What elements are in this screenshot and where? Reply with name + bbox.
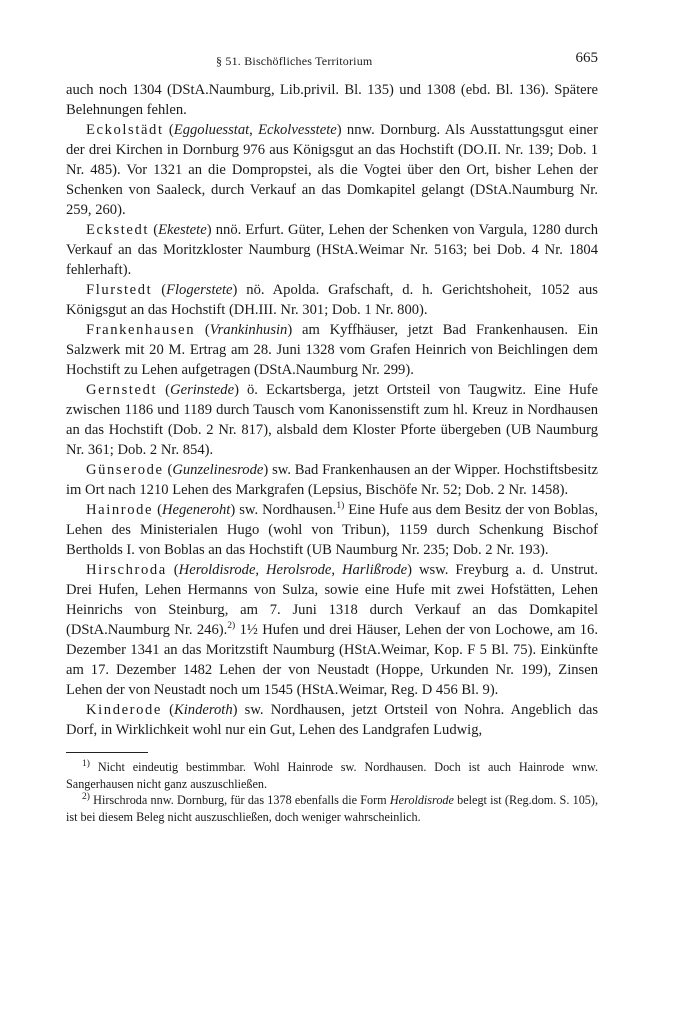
- entry-name: Kinderode: [86, 702, 162, 718]
- page-number: 665: [575, 50, 598, 66]
- entry-text: am Kyffhäuser, jetzt Bad Frankenhausen. Ein Salzwerk mit 20 M. Ertrag am 28. Juni 1328 vom Grafen Heinrich von Beichlingen dem Hochstift zu Lehen aufgetragen (DStA.Naumburg Nr. 299).: [66, 322, 599, 378]
- footnotes: [66, 759, 598, 825]
- entry-variants: Flogerstete: [166, 282, 233, 298]
- footnote-mark: 1): [82, 758, 90, 769]
- entry-variants: Kinderoth: [174, 702, 233, 718]
- entry-name: Eckstedt: [86, 222, 150, 238]
- footnote-reference: 2): [227, 621, 236, 632]
- footnote-reference: 1): [336, 501, 345, 512]
- entry-text: nö. Apolda. Grafschaft, d. h. Gerichtshoheit, 1052 aus Königsgut an das Hochstift (DH.III. Nr. 301; Dob. 1 Nr. 800).: [66, 282, 598, 318]
- footnote-1: [66, 759, 598, 792]
- footnote-2: [66, 792, 598, 825]
- entry-hainrode: Hainrode (Hegeneroht) sw. Nordhausen.$^{1)}$ Eine Hufe aus dem Besitz der von Boblas, Lehen des Ministerialen Hugo (wohl von Tribun), 1159 durch Schenkung Bischof Bertholds I. von Boblas an das Hochstift (UB Naumburg Nr. 235; Dob. 2 Nr. 193).: [66, 501, 598, 558]
- entry-name: Eckolstädt: [86, 122, 164, 138]
- running-title: § 51. Bischöfliches Territorium: [216, 54, 373, 68]
- entry-gernstedt: Gernstedt (Gerinstede) ö. Eckartsberga, jetzt Ortsteil von Taugwitz. Eine Hufe zwischen 1186 und 1189 durch Tausch vom Kanonissenstift zum hl. Kreuz in Nordhausen an das Hochstift (Dob. 2 Nr. 817), alsbald dem Kloster Pforte übergeben (UB Naumburg Nr. 361; Dob. 2 Nr. 854).: [66, 382, 598, 458]
- entry-variants: Hegeneroht: [161, 502, 231, 518]
- footnote-italic-term: Heroldisrode: [389, 793, 454, 807]
- entry-name: Hirschroda: [86, 562, 167, 578]
- book-page: [66, 50, 598, 825]
- entry-text-before-note: sw. Nordhausen.: [239, 502, 337, 518]
- entry-name: Frankenhausen: [86, 322, 196, 338]
- entry-name: Günserode: [86, 462, 164, 478]
- entry-name: Flurstedt: [86, 282, 153, 298]
- running-header: [66, 50, 598, 80]
- footnote-text: Nicht eindeutig bestimmbar. Wohl Hainrode sw. Nordhausen. Doch ist auch Hainrode wnw. Sangerhausen nicht ganz auszuschließen.: [66, 760, 599, 791]
- entry-variants: Ekestete: [158, 222, 207, 238]
- footnote-mark: 2): [82, 791, 90, 802]
- entry-text: sw. Nordhausen, jetzt Ortsteil von Nohra. Angeblich das Dorf, in Wirklichkeit wohl nur ein Gut, Lehen des Landgrafen Ludwig,: [66, 702, 598, 738]
- intro-paragraph: auch noch 1304 (DStA.Naumburg, Lib.privil. Bl. 135) und 1308 (ebd. Bl. 136). Spätere Belehnungen fehlen.: [66, 82, 598, 118]
- entry-name: Hainrode: [86, 502, 154, 518]
- entry-kinderode: Kinderode (Kinderoth) sw. Nordhausen, jetzt Ortsteil von Nohra. Angeblich das Dorf, in Wirklichkeit wohl nur ein Gut, Lehen des Landgrafen Ludwig,: [66, 702, 598, 738]
- entry-text: nnö. Erfurt. Güter, Lehen der Schenken von Vargula, 1280 durch Verkauf an das Moritzkloster Naumburg (HStA.Weimar Nr. 5163; bei Dob. 4 Nr. 1804 fehlerhaft).: [66, 222, 598, 278]
- entry-variants: Vrankinhusin: [209, 322, 288, 338]
- entry-flurstedt: Flurstedt (Flogerstete) nö. Apolda. Grafschaft, d. h. Gerichtshoheit, 1052 aus Königsgut an das Hochstift (DH.III. Nr. 301; Dob. 1 Nr. 800).: [66, 282, 598, 318]
- entry-text: ö. Eckartsberga, jetzt Ortsteil von Taugwitz. Eine Hufe zwischen 1186 und 1189 durch Tausch vom Kanonissenstift zum hl. Kreuz in Nordhausen an das Hochstift (Dob. 2 Nr. 817), alsbald dem Kloster Pforte übergeben (UB Naumburg Nr. 361; Dob. 2 Nr. 854).: [66, 382, 598, 458]
- entry-variants: Gunzelinesrode: [172, 462, 264, 478]
- entry-eckstedt: Eckstedt (Ekestete) nnö. Erfurt. Güter, Lehen der Schenken von Vargula, 1280 durch Verkauf an das Moritzkloster Naumburg (HStA.Weimar Nr. 5163; bei Dob. 4 Nr. 1804 fehlerhaft).: [66, 222, 598, 278]
- entry-eckolstaedt: Eckolstädt (Eggoluesstat, Eckolvesstete) nnw. Dornburg. Als Ausstattungsgut einer der drei Kirchen in Dornburg 976 aus Königsgut an das Hochstift (DO.II. Nr. 139; Dob. 1 Nr. 485). Vor 1321 an die Dompropstei, als die Vogtei über den Ort, bisher Lehen der Schenken von Saaleck, durch Verkauf an das Domkapitel gelangt (DStA.Naumburg Nr. 259, 260).: [66, 122, 599, 218]
- entry-variants: Heroldisrode, Herolsrode, Harlißrode: [178, 562, 408, 578]
- entry-text: 1½ Hufen und drei Häuser, Lehen der von Lochowe, am 16. Dezember 1341 an das Moritzstift Naumburg (HStA.Weimar, Kop. F 5 Bl. 75). Einkünfte am 17. Dezember 1482 Lehen der von Neustadt (Hoppe, Urkunden Nr. 199), Zinsen Lehen der von Neustadt noch um 1545 (HStA.Weimar, Reg. D 456 Bl. 9).: [66, 622, 598, 698]
- footnote-text: Hirschroda nnw. Dornburg, für das 1378 ebenfalls die Form: [93, 793, 387, 807]
- footnote-divider: [66, 752, 148, 753]
- entry-text: nnw. Dornburg. Als Ausstattungsgut einer der drei Kirchen in Dornburg 976 aus Königsgut an das Hochstift (DO.II. Nr. 139; Dob. 1 Nr. 485). Vor 1321 an die Dompropstei, als die Vogtei über den Ort, bisher Lehen der Schenken von Saaleck, durch Verkauf an das Domkapitel gelangt (DStA.Naumburg Nr. 259, 260).: [66, 122, 599, 218]
- entry-guenserode: Günserode (Gunzelinesrode) sw. Bad Frankenhausen an der Wipper. Hochstiftsbesitz im Ort nach 1210 Lehen des Markgrafen (Lepsius, Bischöfe Nr. 52; Dob. 2 Nr. 1458).: [66, 462, 598, 498]
- footnote-text-end: belegt ist (Reg.dom. S. 105), ist bei diesem Beleg nicht auszuschließen, doch weniger wahrscheinlich.: [66, 793, 598, 824]
- entry-text: Eine Hufe aus dem Besitz der von Boblas, Lehen des Ministerialen Hugo (wohl von Tribun), 1159 durch Schenkung Bischof Bertholds I. von Boblas an das Hochstift (UB Naumburg Nr. 235; Dob. 2 Nr. 193).: [66, 502, 598, 558]
- entry-name: Gernstedt: [86, 382, 158, 398]
- entry-frankenhausen: Frankenhausen (Vrankinhusin) am Kyffhäuser, jetzt Bad Frankenhausen. Ein Salzwerk mit 20 M. Ertrag am 28. Juni 1328 vom Grafen Heinrich von Beichlingen dem Hochstift zu Lehen aufgetragen (DStA.Naumburg Nr. 299).: [66, 322, 599, 378]
- entry-variants: Gerinstede: [170, 382, 235, 398]
- main-text: [66, 80, 598, 740]
- entry-text: sw. Bad Frankenhausen an der Wipper. Hochstiftsbesitz im Ort nach 1210 Lehen des Markgrafen (Lepsius, Bischöfe Nr. 52; Dob. 2 Nr. 1458).: [66, 462, 598, 498]
- entry-variants: Eggoluesstat, Eckolvesstete: [173, 122, 337, 138]
- entry-hirschroda: Hirschroda (Heroldisrode, Herolsrode, Harlißrode) wsw. Freyburg a. d. Unstrut. Drei Hufen, Lehen Hermanns von Sulza, sowie eine Hufe mit zwei Hofstätten, Lehen Heinrichs von Steinburg, am 7. Juni 1318 durch Verkauf an das Domkapitel (DStA.Naumburg Nr. 246).$^{2)}$ 1½ Hufen und drei Häuser, Lehen der von Lochowe, am 16. Dezember 1341 an das Moritzstift Naumburg (HStA.Weimar, Kop. F 5 Bl. 75). Einkünfte am 17. Dezember 1482 Lehen der von Neustadt (Hoppe, Urkunden Nr. 199), Zinsen Lehen der von Neustadt noch um 1545 (HStA.Weimar, Reg. D 456 Bl. 9).: [66, 562, 599, 698]
- entry-text-before-note: wsw. Freyburg a. d. Unstrut. Drei Hufen, Lehen Hermanns von Sulza, sowie eine Hufe mit zwei Hofstätten, Lehen Heinrichs von Steinburg, am 7. Juni 1318 durch Verkauf an das Domkapitel (DStA.Naumburg Nr. 246).: [66, 562, 599, 638]
